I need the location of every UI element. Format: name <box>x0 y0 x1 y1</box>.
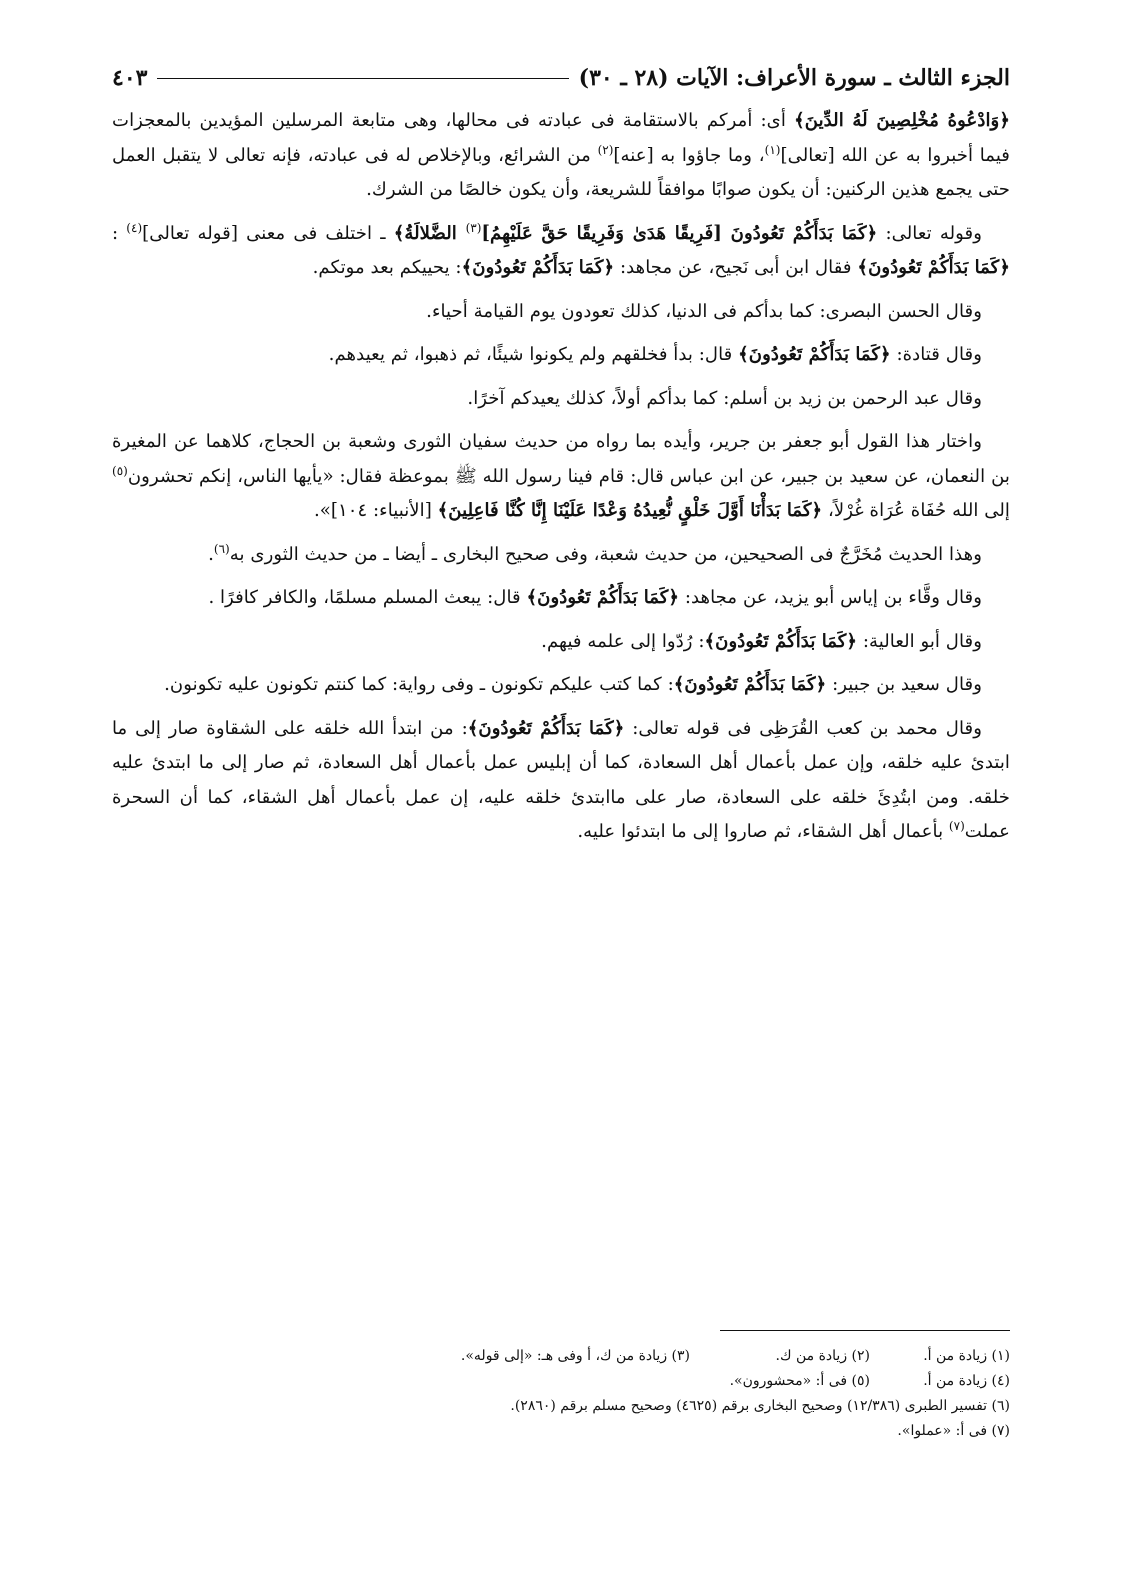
footnote-ref[interactable]: (٦) <box>213 541 230 556</box>
text-segment: وهذا الحديث مُخَرَّجٌ فى الصحيحين، من حديث شعبة، وفى صحيح البخارى ـ أيضا ـ من حديث الثورى به <box>229 543 982 565</box>
text-segment: ـ اختلف فى معنى [قوله تعالى] <box>142 222 394 244</box>
text-segment: أى: أمركم بالاستقامة فى عبادته فى محالها، وهى متابعة المرسلين المؤيدين بالمعجزات فيما أخبروا به عن الله [تعالى] <box>112 110 1011 166</box>
text-segment: وقال أبو العالية: <box>857 630 982 652</box>
footnote-row <box>112 1369 1010 1394</box>
footnote-row <box>112 1344 1010 1369</box>
text-segment: [الأنبياء: ١٠٤]». <box>313 500 438 521</box>
quran-quote: ﴿وَادْعُوهُ مُخْلِصِينَ لَهُ الدِّينَ﴾ <box>794 110 1010 131</box>
paragraph <box>112 712 1010 850</box>
footnote-7: (٧) فى أ: «عملوا». <box>897 1423 1010 1439</box>
quran-quote: ﴿كَمَا بَدَأَكُمْ تَعُودُونَ﴾ <box>526 587 680 608</box>
quran-quote: ﴿كَمَا بَدَأَكُمْ تَعُودُونَ﴾ <box>467 717 625 739</box>
text-segment: : رُدّوا إلى علمه فيهم. <box>541 630 705 652</box>
page-number: ٤٠٣ <box>112 65 148 91</box>
text-segment: وقال محمد بن كعب القُرَظِى فى قوله تعالى: <box>624 717 982 739</box>
text-segment: : يحييكم بعد موتكم. <box>312 257 462 278</box>
running-header <box>112 60 1010 96</box>
footnote-ref[interactable]: (١) <box>764 142 781 157</box>
paragraph <box>112 217 1010 286</box>
quran-quote: ﴿كَمَا بَدَأَكُمْ تَعُودُونَ [فَرِيقًا هَدَىٰ وَفَرِيقًا حَقَّ عَلَيْهِمُ] <box>481 222 878 244</box>
text-segment: قال: بدأ فخلقهم ولم يكونوا شيئًا، ثم ذهبوا، ثم يعيدهم. <box>328 344 739 365</box>
text-segment: واختار هذا القول أبو جعفر بن جرير، وأيده بما رواه من حديث سفيان الثورى وشعبة بن الحجاج، كلاهما عن المغيرة بن النعمان، عن سعيد بن جبير، عن ابن عباس قال: قام فينا رسول الله ﷺ بموعظة فقال: «يأيها الناس، إنكم تحشرون <box>112 431 1010 487</box>
footnote-3: (٣) زيادة من ك، أ وفى هـ: «إلى قوله». <box>460 1348 690 1364</box>
footnote-1: (١) زيادة من أ. <box>923 1348 1010 1364</box>
paragraph <box>112 295 1010 330</box>
text-segment: وقال وقَّاء بن إياس أبو يزيد، عن مجاهد: <box>679 587 982 608</box>
quran-quote: الضَّلالَةُ﴾ <box>393 222 466 244</box>
text-segment: وقال قتادة: <box>890 344 982 365</box>
text-segment: وقال الحسن البصرى: كما بدأكم فى الدنيا، كذلك تعودون يوم القيامة أحياء. <box>426 300 982 322</box>
paragraph <box>112 425 1010 529</box>
footnote-4: (٤) زيادة من أ. <box>923 1373 1010 1389</box>
text-segment: إلى الله حُفَاة عُرَاة غُرْلاً، <box>822 500 1010 521</box>
footnote-5: (٥) فى أ: «محشورون». <box>729 1373 870 1389</box>
text-segment: وقوله تعالى: <box>877 222 982 244</box>
text-segment: : <box>112 222 127 244</box>
paragraph <box>112 104 1010 208</box>
quran-quote: ﴿كَمَا بَدَأَكُمْ تَعُودُونَ﴾ <box>673 674 827 695</box>
paragraph <box>112 668 1010 703</box>
text-segment: قال: يبعث المسلم مسلمًا، والكافر كافرًا . <box>208 587 527 608</box>
text-segment: : كما كتب عليكم تكونون ـ وفى رواية: كما كنتم تكونون عليه تكونون. <box>164 674 674 695</box>
text-segment: بأعمال أهل الشقاء، ثم صاروا إلى ما ابتدئوا عليه. <box>577 821 949 842</box>
main-text <box>112 104 1010 859</box>
quran-quote: ﴿كَمَا بَدَأَكُمْ تَعُودُونَ﴾ <box>704 630 858 652</box>
header-title: الجزء الثالث ـ سورة الأعراف: الآيات (٢٨ ـ ٣٠) <box>578 65 1010 91</box>
footnote-ref[interactable]: (٥) <box>112 463 128 478</box>
text-segment: فقال ابن أبى نَجيح، عن مجاهد: <box>614 257 858 278</box>
footnote-6: (٦) تفسير الطبرى (١٢/٣٨٦) وصحيح البخارى برقم (٤٦٢٥) وصحيح مسلم برقم (٢٨٦٠). <box>510 1398 1010 1414</box>
paragraph <box>112 338 1010 373</box>
footnote-separator <box>720 1330 1010 1331</box>
footnote-2: (٢) زيادة من ك. <box>775 1348 870 1364</box>
footnote-ref[interactable]: (٣) <box>465 220 482 235</box>
paragraph <box>112 581 1010 616</box>
footnotes <box>112 1344 1010 1444</box>
text-segment: : من ابتدأ الله خلقه على الشقاوة صار إلى ما ابتدئ عليه خلقه، وإن عمل بأعمال أهل السعادة، كما أن إبليس عمل بأعمال أهل السعادة، ثم صار إلى ما ابتدئ عليه خلقه. ومن ابتُدِئَ خلقه على السعادة، صار على ماابتدئ خلقه عليه، إن عمل بأعمال أهل الشقاء، كما أن السحرة عملت <box>112 717 1010 842</box>
text-segment: . <box>208 543 214 565</box>
text-segment: وقال عبد الرحمن بن زيد بن أسلم: كما بدأكم أولاً، كذلك يعيدكم آخرًا. <box>467 387 982 409</box>
paragraph <box>112 625 1010 660</box>
text-segment: ، وما جاؤوا به [عنه] <box>613 144 765 166</box>
footnote-ref[interactable]: (٢) <box>597 142 614 157</box>
quran-quote: ﴿كَمَا بَدَأَكُمْ تَعُودُونَ﴾ <box>857 257 1010 278</box>
paragraph <box>112 538 1010 573</box>
footnote-ref[interactable]: (٤) <box>126 220 143 235</box>
quran-quote: ﴿كَمَا بَدَأْنَا أَوَّلَ خَلْقٍ نُّعِيدُهُ وَعْدًا عَلَيْنَا إِنَّا كُنَّا فَاعِلِينَ﴾ <box>437 500 823 521</box>
text-segment: من الشرائع، وبالإخلاص له فى عبادته، فإنه تعالى لا يتقبل العمل حتى يجمع هذين الركنين: أن يكون صوابًا موافقاً للشريعة، وأن يكون خالصًا من الشرك. <box>112 144 1010 200</box>
footnote-ref[interactable]: (٧) <box>948 818 965 833</box>
paragraph <box>112 382 1010 417</box>
quran-quote: ﴿كَمَا بَدَأَكُمْ تَعُودُونَ﴾ <box>738 344 891 365</box>
header-rule <box>157 78 568 79</box>
text-segment: وقال سعيد بن جبير: <box>826 674 982 695</box>
quran-quote: ﴿كَمَا بَدَأَكُمْ تَعُودُونَ﴾ <box>461 257 615 278</box>
